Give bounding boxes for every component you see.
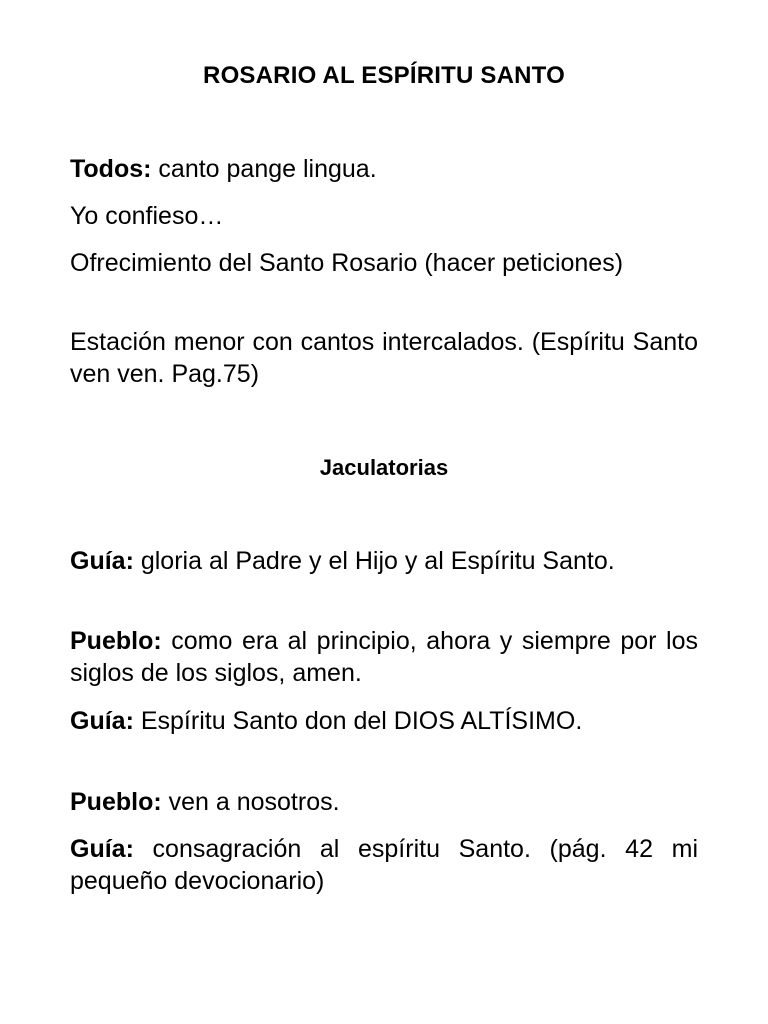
response-line xyxy=(70,705,698,737)
line-text: Ofrecimiento del Santo Rosario (hacer peticiones) xyxy=(70,249,624,277)
intro-line-estacion xyxy=(70,326,698,390)
line-text: Estación menor con cantos intercalados. (Espíritu Santo ven ven. Pag.75) xyxy=(70,328,698,388)
line-text: canto pange lingua. xyxy=(151,155,377,183)
response-line xyxy=(70,625,698,689)
line-text: como era al principio, ahora y siempre por los siglos de los siglos, amen. xyxy=(70,627,698,687)
speaker-label: Guía: xyxy=(70,547,134,575)
speaker-label: Guía: xyxy=(70,835,134,863)
response-line xyxy=(70,786,698,818)
intro-line-ofrecimiento xyxy=(70,247,698,279)
intro-line-confieso xyxy=(70,200,698,232)
page-title: ROSARIO AL ESPÍRITU SANTO xyxy=(203,62,565,89)
line-text: Yo confieso… xyxy=(70,202,224,230)
intro-line-todos xyxy=(70,153,698,185)
speaker-label: Guía: xyxy=(70,707,134,735)
response-line xyxy=(70,833,698,897)
speaker-label: Pueblo: xyxy=(70,627,162,655)
speaker-label: Todos: xyxy=(70,155,152,183)
line-text: ven a nosotros. xyxy=(161,788,340,816)
line-text: gloria al Padre y el Hijo y al Espíritu Santo. xyxy=(133,547,615,575)
response-line xyxy=(70,545,698,577)
section-title: Jaculatorias xyxy=(319,455,449,480)
line-text: Espíritu Santo don del DIOS ALTÍSIMO. xyxy=(133,707,583,735)
speaker-label: Pueblo: xyxy=(70,788,162,816)
line-text: consagración al espíritu Santo. (pág. 42 mi pequeño devocionario) xyxy=(70,835,698,895)
